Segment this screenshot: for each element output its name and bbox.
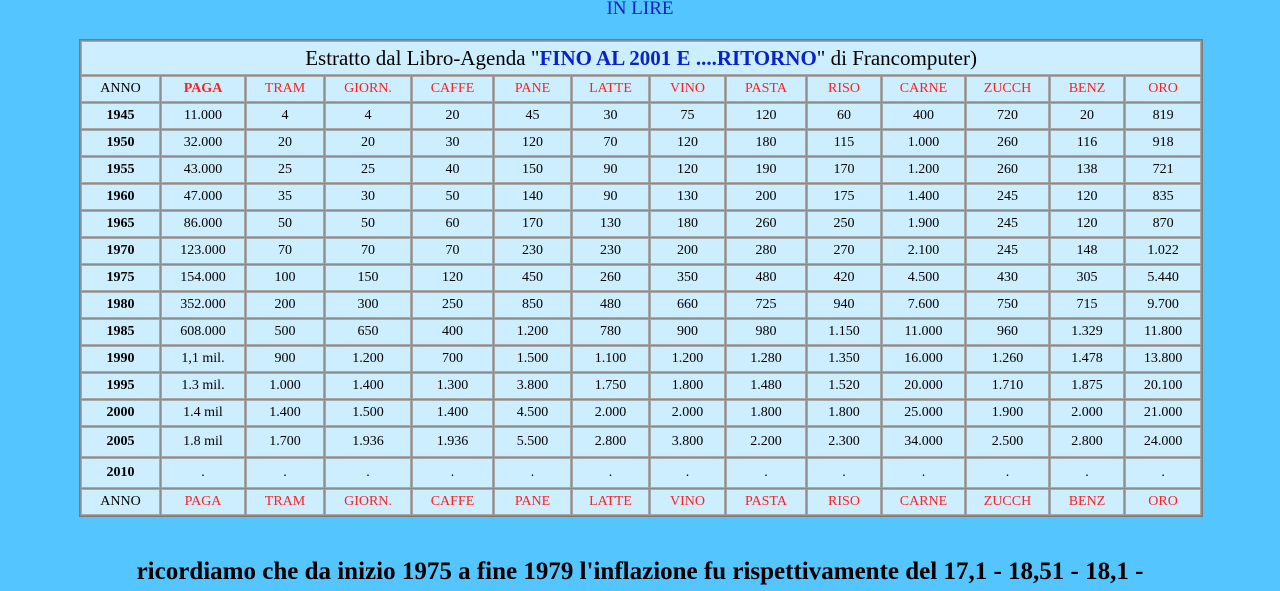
table-title — [81, 41, 1201, 75]
value-cell: 350 — [650, 265, 725, 291]
title-highlight: FINO AL 2001 E ....RITORNO — [539, 45, 817, 70]
value-cell: 2.000 — [1050, 400, 1124, 426]
year-cell: 1950 — [81, 130, 160, 156]
value-cell: 30 — [412, 130, 493, 156]
value-cell: 20.000 — [882, 373, 965, 399]
column-header: TRAM — [246, 76, 324, 102]
value-cell: . — [325, 458, 411, 488]
value-cell: 2.300 — [807, 427, 881, 457]
column-header: GIORN. — [325, 489, 411, 515]
value-cell: 918 — [1125, 130, 1201, 156]
value-cell: 70 — [572, 130, 649, 156]
header-row-bottom — [81, 489, 1201, 515]
table-row — [81, 238, 1201, 264]
value-cell: 1.478 — [1050, 346, 1124, 372]
value-cell: 148 — [1050, 238, 1124, 264]
value-cell: 190 — [726, 157, 806, 183]
value-cell: 1.400 — [412, 400, 493, 426]
value-cell: 45 — [494, 103, 571, 129]
value-cell: 90 — [572, 184, 649, 210]
value-cell: 47.000 — [161, 184, 245, 210]
value-cell: 1.8 mil — [161, 427, 245, 457]
value-cell: 70 — [246, 238, 324, 264]
value-cell: 200 — [246, 292, 324, 318]
value-cell: 35 — [246, 184, 324, 210]
value-cell: 1.750 — [572, 373, 649, 399]
value-cell: 1.329 — [1050, 319, 1124, 345]
value-cell: 4.500 — [882, 265, 965, 291]
value-cell: 1.800 — [726, 400, 806, 426]
value-cell: 43.000 — [161, 157, 245, 183]
year-cell: 1955 — [81, 157, 160, 183]
table-row — [81, 157, 1201, 183]
value-cell: 120 — [1050, 184, 1124, 210]
title-suffix: " di Francomputer) — [816, 45, 977, 70]
year-cell: 1945 — [81, 103, 160, 129]
column-header: PASTA — [726, 489, 806, 515]
value-cell: 250 — [807, 211, 881, 237]
value-cell: 1.000 — [246, 373, 324, 399]
year-cell: 2010 — [81, 458, 160, 488]
value-cell: 650 — [325, 319, 411, 345]
value-cell: 7.600 — [882, 292, 965, 318]
value-cell: 86.000 — [161, 211, 245, 237]
year-cell: 1960 — [81, 184, 160, 210]
value-cell: 900 — [246, 346, 324, 372]
table-row — [81, 319, 1201, 345]
value-cell: 13.800 — [1125, 346, 1201, 372]
value-cell: 16.000 — [882, 346, 965, 372]
column-header: CARNE — [882, 489, 965, 515]
value-cell: 1.800 — [807, 400, 881, 426]
value-cell: 50 — [246, 211, 324, 237]
value-cell: 3.800 — [494, 373, 571, 399]
year-cell: 1975 — [81, 265, 160, 291]
value-cell: . — [494, 458, 571, 488]
value-cell: 32.000 — [161, 130, 245, 156]
value-cell: 138 — [1050, 157, 1124, 183]
value-cell: 1.400 — [246, 400, 324, 426]
value-cell: 1.900 — [882, 211, 965, 237]
column-header: PANE — [494, 489, 571, 515]
value-cell: . — [650, 458, 725, 488]
value-cell: 870 — [1125, 211, 1201, 237]
value-cell: 25.000 — [882, 400, 965, 426]
value-cell: 960 — [966, 319, 1049, 345]
value-cell: 11.000 — [161, 103, 245, 129]
value-cell: 60 — [412, 211, 493, 237]
value-cell: 1.875 — [1050, 373, 1124, 399]
column-header: PASTA — [726, 76, 806, 102]
value-cell: 260 — [966, 157, 1049, 183]
column-header: ORO — [1125, 76, 1201, 102]
top-label: IN LIRE — [606, 0, 674, 19]
column-header: ANNO — [81, 76, 160, 102]
value-cell: 120 — [412, 265, 493, 291]
table-row — [81, 130, 1201, 156]
table-row — [81, 211, 1201, 237]
table-row — [81, 292, 1201, 318]
value-cell: 200 — [650, 238, 725, 264]
value-cell: 75 — [650, 103, 725, 129]
value-cell: . — [572, 458, 649, 488]
value-cell: 9.700 — [1125, 292, 1201, 318]
value-cell: 20 — [412, 103, 493, 129]
value-cell: 1,1 mil. — [161, 346, 245, 372]
value-cell: 280 — [726, 238, 806, 264]
value-cell: 1.900 — [966, 400, 1049, 426]
value-cell: 170 — [494, 211, 571, 237]
value-cell: 2.800 — [572, 427, 649, 457]
value-cell: 116 — [1050, 130, 1124, 156]
column-header: ZUCCH — [966, 489, 1049, 515]
value-cell: 1.700 — [246, 427, 324, 457]
value-cell: 2.000 — [572, 400, 649, 426]
year-cell: 1980 — [81, 292, 160, 318]
value-cell: 720 — [966, 103, 1049, 129]
table-row — [81, 427, 1201, 457]
value-cell: 130 — [572, 211, 649, 237]
value-cell: . — [246, 458, 324, 488]
table-row — [81, 400, 1201, 426]
value-cell: 70 — [325, 238, 411, 264]
value-cell: . — [161, 458, 245, 488]
value-cell: 100 — [246, 265, 324, 291]
value-cell: 2.200 — [726, 427, 806, 457]
year-cell: 1990 — [81, 346, 160, 372]
column-header: RISO — [807, 489, 881, 515]
column-header: PAGA — [161, 489, 245, 515]
year-cell: 1985 — [81, 319, 160, 345]
value-cell: 900 — [650, 319, 725, 345]
value-cell: 715 — [1050, 292, 1124, 318]
value-cell: 115 — [807, 130, 881, 156]
value-cell: 1.400 — [325, 373, 411, 399]
value-cell: 4 — [325, 103, 411, 129]
value-cell: 1.936 — [325, 427, 411, 457]
value-cell: 1.100 — [572, 346, 649, 372]
value-cell: 780 — [572, 319, 649, 345]
value-cell: 4.500 — [494, 400, 571, 426]
header-row-top — [81, 76, 1201, 102]
value-cell: 70 — [412, 238, 493, 264]
value-cell: 1.200 — [325, 346, 411, 372]
value-cell: 3.800 — [650, 427, 725, 457]
value-cell: 1.260 — [966, 346, 1049, 372]
value-cell: 1.500 — [325, 400, 411, 426]
year-cell: 1995 — [81, 373, 160, 399]
value-cell: 1.300 — [412, 373, 493, 399]
value-cell: 835 — [1125, 184, 1201, 210]
value-cell: 305 — [1050, 265, 1124, 291]
value-cell: 480 — [572, 292, 649, 318]
column-header: VINO — [650, 489, 725, 515]
value-cell: 245 — [966, 238, 1049, 264]
value-cell: 1.800 — [650, 373, 725, 399]
column-header: LATTE — [572, 76, 649, 102]
value-cell: . — [1050, 458, 1124, 488]
value-cell: 721 — [1125, 157, 1201, 183]
value-cell: 980 — [726, 319, 806, 345]
value-cell: 154.000 — [161, 265, 245, 291]
column-header: ORO — [1125, 489, 1201, 515]
column-header: VINO — [650, 76, 725, 102]
value-cell: 120 — [650, 157, 725, 183]
value-cell: 750 — [966, 292, 1049, 318]
year-cell: 1970 — [81, 238, 160, 264]
value-cell: 25 — [246, 157, 324, 183]
column-header: GIORN. — [325, 76, 411, 102]
table-row — [81, 346, 1201, 372]
value-cell: 1.4 mil — [161, 400, 245, 426]
year-cell: 2000 — [81, 400, 160, 426]
column-header: BENZ — [1050, 489, 1124, 515]
value-cell: 608.000 — [161, 319, 245, 345]
value-cell: 2.000 — [650, 400, 725, 426]
value-cell: 2.500 — [966, 427, 1049, 457]
value-cell: 480 — [726, 265, 806, 291]
year-cell: 1965 — [81, 211, 160, 237]
value-cell: 352.000 — [161, 292, 245, 318]
value-cell: 260 — [966, 130, 1049, 156]
value-cell: 660 — [650, 292, 725, 318]
value-cell: 140 — [494, 184, 571, 210]
value-cell: 40 — [412, 157, 493, 183]
value-cell: 30 — [325, 184, 411, 210]
value-cell: 1.200 — [650, 346, 725, 372]
value-cell: 4 — [246, 103, 324, 129]
value-cell: 1.350 — [807, 346, 881, 372]
value-cell: 1.710 — [966, 373, 1049, 399]
value-cell: 120 — [1050, 211, 1124, 237]
column-header: BENZ — [1050, 76, 1124, 102]
column-header: PANE — [494, 76, 571, 102]
value-cell: 20 — [246, 130, 324, 156]
value-cell: . — [1125, 458, 1201, 488]
column-header: CAFFE — [412, 489, 493, 515]
value-cell: 230 — [572, 238, 649, 264]
column-header: TRAM — [246, 489, 324, 515]
value-cell: 130 — [650, 184, 725, 210]
value-cell: 50 — [412, 184, 493, 210]
value-cell: 420 — [807, 265, 881, 291]
value-cell: . — [966, 458, 1049, 488]
value-cell: 400 — [412, 319, 493, 345]
value-cell: . — [882, 458, 965, 488]
value-cell: 150 — [325, 265, 411, 291]
value-cell: 150 — [494, 157, 571, 183]
value-cell: 60 — [807, 103, 881, 129]
title-prefix: Estratto dal Libro-Agenda " — [305, 45, 540, 70]
value-cell: 200 — [726, 184, 806, 210]
value-cell: 430 — [966, 265, 1049, 291]
value-cell: 120 — [494, 130, 571, 156]
value-cell: 120 — [650, 130, 725, 156]
column-header: ANNO — [81, 489, 160, 515]
column-header: CARNE — [882, 76, 965, 102]
table-row — [81, 373, 1201, 399]
table-row — [81, 184, 1201, 210]
value-cell: 1.000 — [882, 130, 965, 156]
value-cell: 260 — [726, 211, 806, 237]
value-cell: 1.022 — [1125, 238, 1201, 264]
value-cell: 2.800 — [1050, 427, 1124, 457]
value-cell: 123.000 — [161, 238, 245, 264]
value-cell: 1.150 — [807, 319, 881, 345]
value-cell: 180 — [726, 130, 806, 156]
value-cell: 21.000 — [1125, 400, 1201, 426]
price-table — [79, 39, 1203, 517]
value-cell: 245 — [966, 211, 1049, 237]
value-cell: 1.200 — [882, 157, 965, 183]
value-cell: 725 — [726, 292, 806, 318]
value-cell: 250 — [412, 292, 493, 318]
value-cell: 180 — [650, 211, 725, 237]
value-cell: 850 — [494, 292, 571, 318]
value-cell: 819 — [1125, 103, 1201, 129]
column-header: RISO — [807, 76, 881, 102]
value-cell: 50 — [325, 211, 411, 237]
value-cell: 2.100 — [882, 238, 965, 264]
value-cell: 20 — [325, 130, 411, 156]
value-cell: 11.000 — [882, 319, 965, 345]
value-cell: 1.500 — [494, 346, 571, 372]
value-cell: 30 — [572, 103, 649, 129]
value-cell: 20.100 — [1125, 373, 1201, 399]
value-cell: 245 — [966, 184, 1049, 210]
value-cell: 20 — [1050, 103, 1124, 129]
value-cell: 5.500 — [494, 427, 571, 457]
column-header: ZUCCH — [966, 76, 1049, 102]
value-cell: 90 — [572, 157, 649, 183]
year-cell: 2005 — [81, 427, 160, 457]
table-row — [81, 265, 1201, 291]
table-row — [81, 103, 1201, 129]
column-header: CAFFE — [412, 76, 493, 102]
value-cell: 175 — [807, 184, 881, 210]
value-cell: 11.800 — [1125, 319, 1201, 345]
column-header: LATTE — [572, 489, 649, 515]
value-cell: 1.200 — [494, 319, 571, 345]
value-cell: 300 — [325, 292, 411, 318]
value-cell: 230 — [494, 238, 571, 264]
value-cell: 1.400 — [882, 184, 965, 210]
value-cell: 34.000 — [882, 427, 965, 457]
footer-note: ricordiamo che da inizio 1975 a fine 1979 l'inflazione fu rispettivamente del 17,1 - 18,51 - 18,1 - — [136, 558, 1144, 585]
value-cell: 500 — [246, 319, 324, 345]
value-cell: 25 — [325, 157, 411, 183]
value-cell: . — [412, 458, 493, 488]
value-cell: 1.936 — [412, 427, 493, 457]
value-cell: 24.000 — [1125, 427, 1201, 457]
column-header: PAGA — [161, 76, 245, 102]
value-cell: 450 — [494, 265, 571, 291]
value-cell: 270 — [807, 238, 881, 264]
value-cell: 1.520 — [807, 373, 881, 399]
value-cell: 400 — [882, 103, 965, 129]
value-cell: 120 — [726, 103, 806, 129]
value-cell: . — [807, 458, 881, 488]
value-cell: 1.280 — [726, 346, 806, 372]
value-cell: 260 — [572, 265, 649, 291]
value-cell: 940 — [807, 292, 881, 318]
value-cell: 1.3 mil. — [161, 373, 245, 399]
table-row — [81, 458, 1201, 488]
value-cell: 1.480 — [726, 373, 806, 399]
value-cell: 700 — [412, 346, 493, 372]
value-cell: . — [726, 458, 806, 488]
value-cell: 5.440 — [1125, 265, 1201, 291]
value-cell: 170 — [807, 157, 881, 183]
